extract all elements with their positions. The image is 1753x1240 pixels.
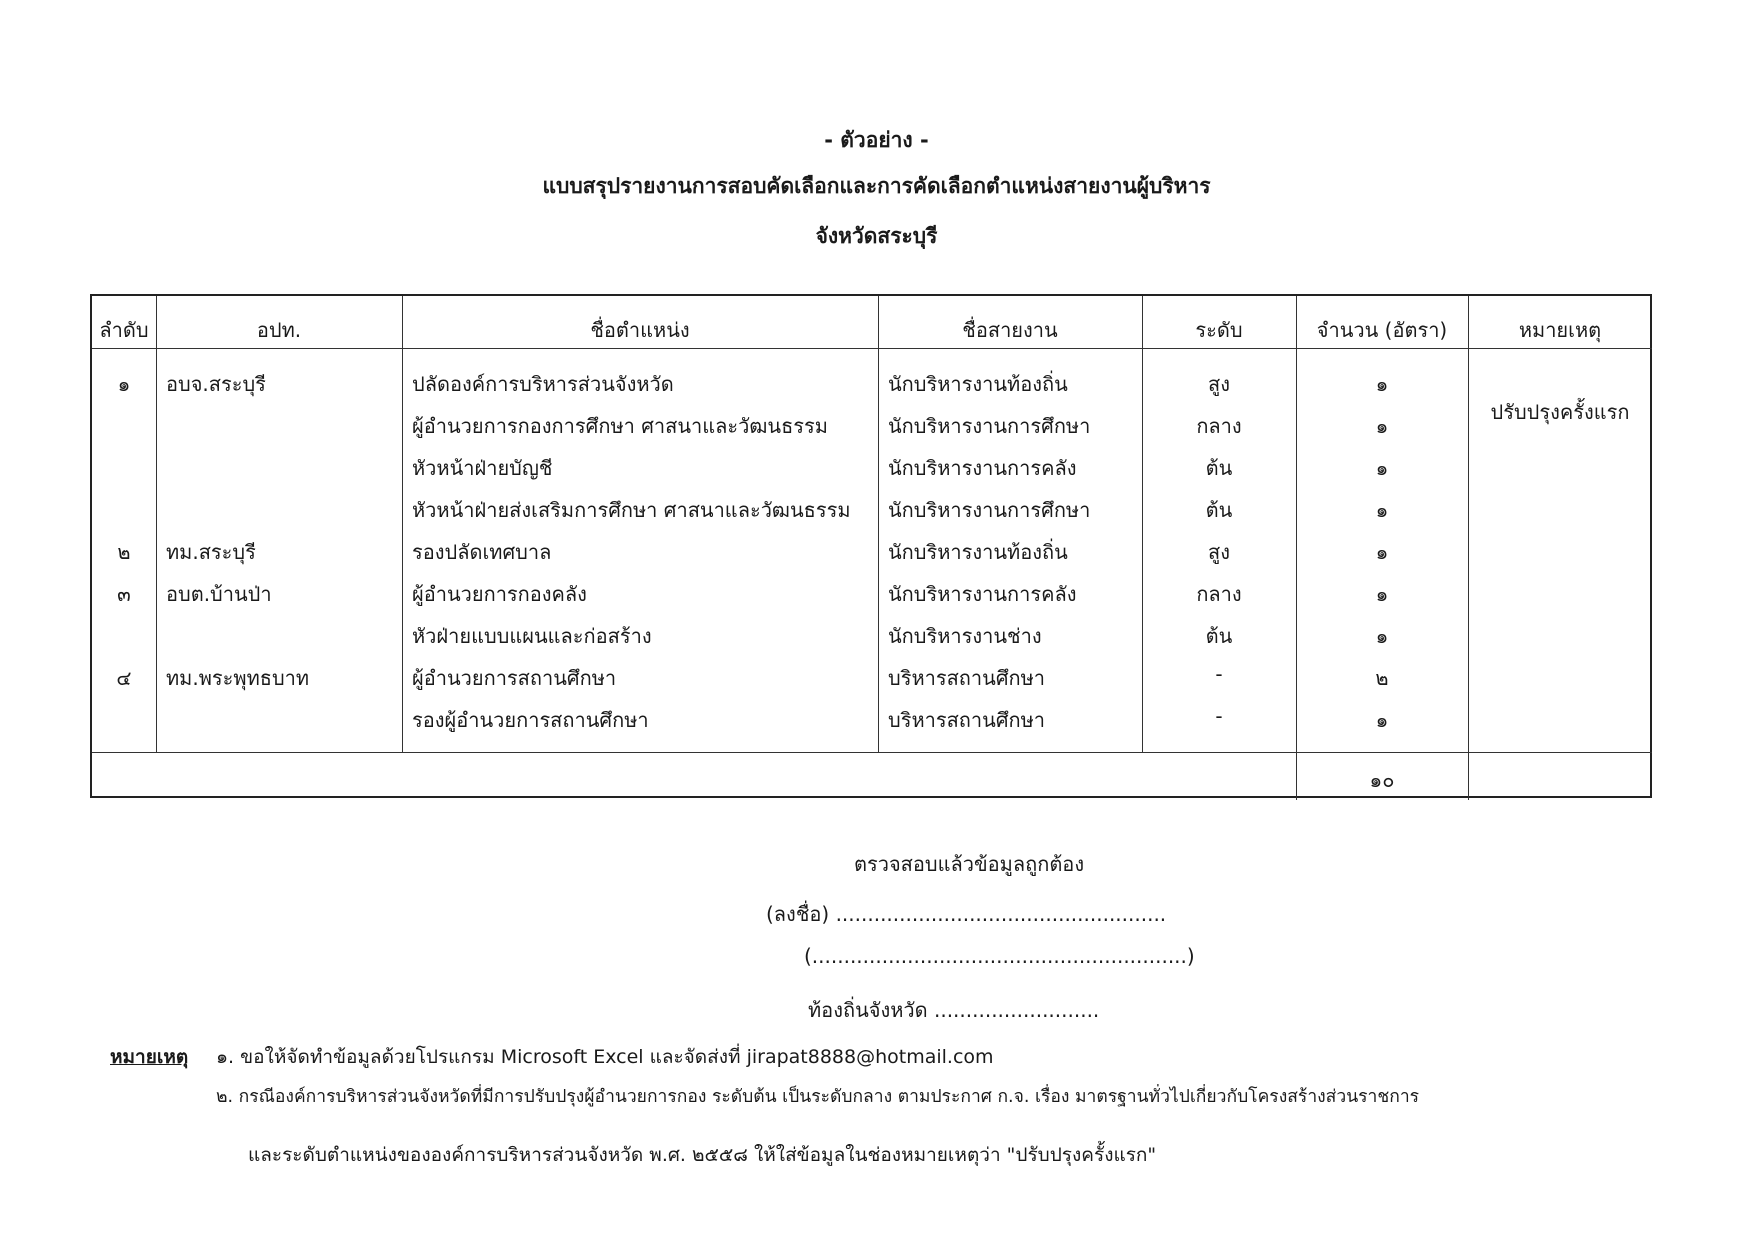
cell-position: หัวหน้าฝ่ายบัญชี [412, 456, 553, 480]
cell-line: นักบริหารงานการคลัง [888, 456, 1077, 480]
cell-position: ปลัดองค์การบริหารส่วนจังหวัด [412, 372, 674, 396]
cell-position: ผู้อำนวยการกองการศึกษา ศาสนาและวัฒนธรรม [412, 414, 828, 438]
verified-text: ตรวจสอบแล้วข้อมูลถูกต้อง [854, 852, 1085, 876]
cell-count: ๑ [1375, 498, 1389, 522]
cell-level: สูง [1208, 540, 1230, 564]
cell-level: ต้น [1205, 624, 1233, 648]
cell-no: ๔ [116, 666, 132, 690]
sample-label: - ตัวอย่าง - [824, 128, 929, 152]
summary-table [90, 294, 1652, 798]
cell-position: ผู้อำนวยการสถานศึกษา [412, 666, 617, 690]
province-title: จังหวัดสระบุรี [815, 224, 938, 248]
col-header-remark: หมายเหตุ [1518, 318, 1602, 342]
notes-heading: หมายเหตุ [110, 1046, 189, 1068]
cell-position: รองผู้อำนวยการสถานศึกษา [412, 708, 649, 732]
cell-position: หัวหน้าฝ่ายส่งเสริมการศึกษา ศาสนาและวัฒนธรรม [412, 498, 851, 522]
col-header-count: จำนวน (อัตรา) [1316, 318, 1448, 342]
cell-line: นักบริหารงานท้องถิ่น [888, 372, 1068, 396]
cell-remark: ปรับปรุงครั้งแรก [1490, 400, 1630, 424]
notes-title [110, 1042, 188, 1072]
table-total: ๑๐ [1369, 768, 1395, 792]
cell-position: หัวฝ่ายแบบแผนและก่อสร้าง [412, 624, 652, 648]
cell-line: นักบริหารงานการคลัง [888, 582, 1077, 606]
cell-level: สูง [1208, 372, 1230, 396]
cell-count: ๑ [1375, 540, 1389, 564]
cell-level: - [1215, 704, 1223, 728]
cell-org: อบต.บ้านป่า [166, 582, 272, 606]
note-item-1: ๑. ขอให้จัดทำข้อมูลด้วยโปรแกรม Microsoft Excel และจัดส่งที่ jirapat8888@hotmail.com [216, 1046, 994, 1068]
cell-line: บริหารสถานศึกษา [888, 708, 1046, 732]
cell-position: รองปลัดเทศบาล [412, 540, 552, 564]
cell-org: อบจ.สระบุรี [166, 372, 266, 396]
cell-count: ๑ [1375, 582, 1389, 606]
cell-line: นักบริหารงานการศึกษา [888, 498, 1091, 522]
cell-no: ๑ [117, 372, 131, 396]
cell-line: บริหารสถานศึกษา [888, 666, 1046, 690]
col-header-org: อปท. [256, 318, 302, 342]
cell-no: ๒ [117, 540, 131, 564]
col-header-level: ระดับ [1195, 318, 1243, 342]
cell-level: กลาง [1196, 582, 1242, 606]
office-line: ท้องถิ่นจังหวัด .......................... [808, 998, 1100, 1022]
cell-position: ผู้อำนวยการกองคลัง [412, 582, 587, 606]
col-header-no: ลำดับ [99, 318, 149, 342]
cell-count: ๑ [1375, 372, 1389, 396]
name-line: (...........................................................) [804, 944, 1195, 968]
note-item-2-line-1: ๒. กรณีองค์การบริหารส่วนจังหวัดที่มีการปรับปรุงผู้อำนวยการกอง ระดับต้น เป็นระดับกลาง ตามประกาศ ก.จ. เรื่อง มาตรฐานทั่วไปเกี่ยวกับโครงสร้างส่วนราชการ [216, 1087, 1420, 1107]
cell-level: ต้น [1205, 456, 1233, 480]
cell-count: ๒ [1375, 666, 1389, 690]
cell-count: ๑ [1375, 456, 1389, 480]
cell-line: นักบริหารงานการศึกษา [888, 414, 1091, 438]
cell-count: ๑ [1375, 624, 1389, 648]
col-header-position: ชื่อตำแหน่ง [590, 318, 690, 342]
col-header-line: ชื่อสายงาน [962, 318, 1058, 342]
signature-line: (ลงชื่อ) .................................................... [766, 902, 1167, 926]
cell-level: กลาง [1196, 414, 1242, 438]
document-title: แบบสรุปรายงานการสอบคัดเลือกและการคัดเลือกตำแหน่งสายงานผู้บริหาร [542, 174, 1211, 198]
cell-count: ๑ [1375, 708, 1389, 732]
cell-count: ๑ [1375, 414, 1389, 438]
cell-level: - [1215, 662, 1223, 686]
note-item-2-line-2: และระดับตำแหน่งขององค์การบริหารส่วนจังหวัด พ.ศ. ๒๕๕๘ ให้ใส่ข้อมูลในช่องหมายเหตุว่า "ปรับปรุงครั้งแรก" [248, 1144, 1157, 1166]
cell-line: นักบริหารงานช่าง [888, 624, 1042, 648]
cell-org: ทม.สระบุรี [166, 540, 256, 564]
cell-org: ทม.พระพุทธบาท [166, 666, 310, 690]
cell-no: ๓ [117, 582, 131, 606]
cell-level: ต้น [1205, 498, 1233, 522]
cell-line: นักบริหารงานท้องถิ่น [888, 540, 1068, 564]
